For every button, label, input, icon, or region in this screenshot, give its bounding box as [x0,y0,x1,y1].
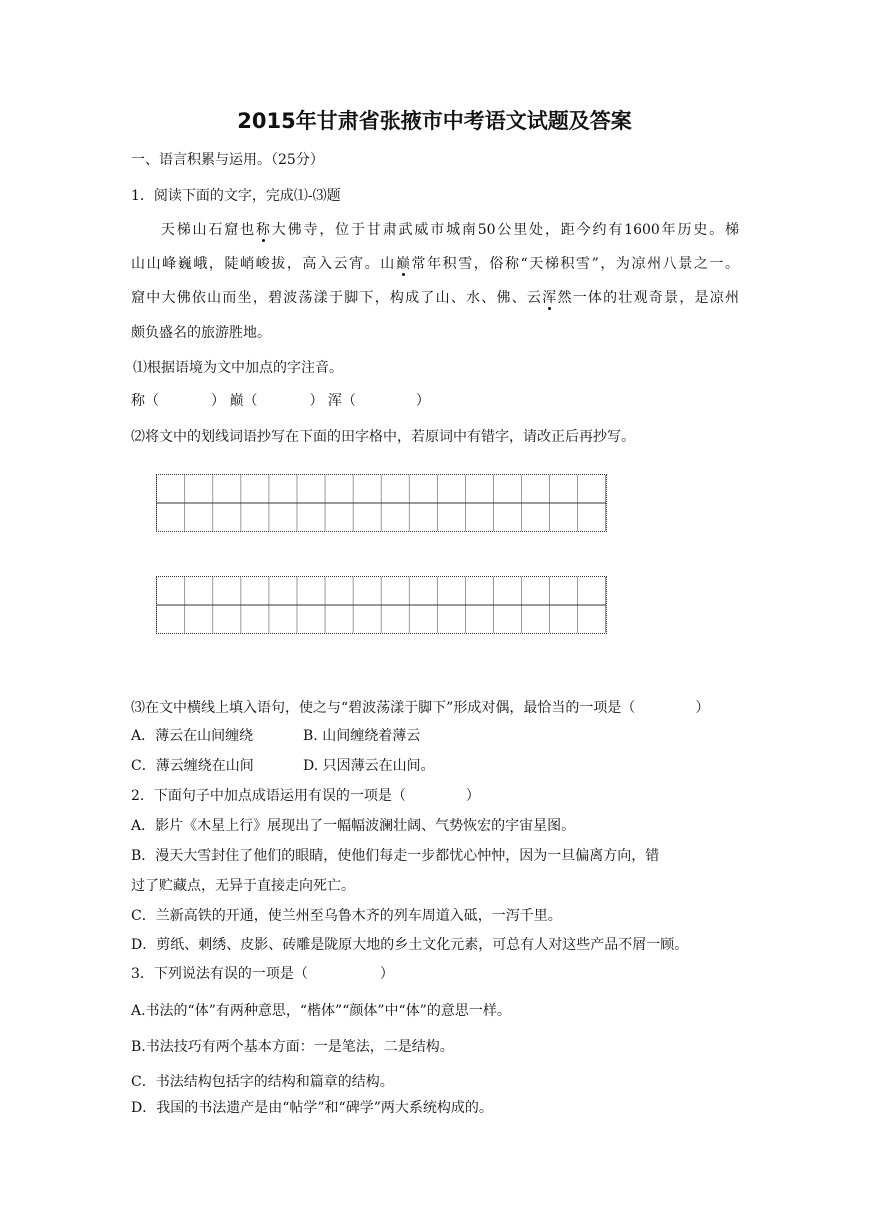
passage-line-1 [131,220,739,240]
question-2-option-b-line-1: B．漫天大雪封住了他们的眼睛，使他们每走一步都忧心忡忡，因为一旦偏离方向，错 [131,848,660,864]
pinyin-label-dian: ） 巅（ [211,393,258,409]
option-a: A．薄云在山间缠绕 [131,728,254,744]
passage-line-3 [131,288,739,308]
sub-question-3-close: ） [695,700,710,716]
pinyin-label-cheng: 称（ [131,393,159,409]
dotted-char-hun: 浑 [542,290,558,306]
passage-line-4: 颇负盛名的旅游胜地。 [131,325,271,341]
dotted-char-dian: 巅 [395,256,412,272]
sub-question-2: ⑵将文中的划线词语抄写在下面的田字格中，若原词中有错字，请改正后再抄写。 [131,429,635,445]
question-3-option-a: A.书法的“体”有两种意思，“楷体”“颜体”中“体”的意思一样。 [131,1003,511,1019]
option-d: D. 只因薄云在山间。 [303,758,435,774]
question-3-option-d: D．我国的书法遗产是由“帖学”和“碑学”两大系统构成的。 [131,1100,493,1116]
question-3-text: 3．下列说法有误的一项是（ [131,966,308,982]
passage-text: 大佛寺，位于甘肃武威市城南50公里处，距今约有1600年历史。梯 [271,222,740,238]
section-heading: 一、语言积累与运用。（25分） [131,152,324,168]
passage-text: 常年积雪，俗称“天梯积雪”，为凉州八景之一。 [411,256,740,272]
question-3-option-c: C．书法结构包括字的结构和篇章的结构。 [131,1074,394,1090]
passage-text: 山山峰巍峨，陡峭峻拔，高入云宵。山 [131,256,396,272]
passage-line-2 [131,254,739,274]
pinyin-close: ） [415,393,430,409]
page-title: 2015年甘肃省张掖市中考语文试题及答案 [237,109,632,133]
option-c: C．薄云缠绕在山间 [131,758,254,774]
question-2-stem [131,786,480,806]
option-row-ab [131,726,420,746]
sub-question-3 [131,698,709,718]
option-b: B. 山间缠绕着薄云 [303,728,421,744]
tianzige-grid-1[interactable] [156,474,607,532]
question-2-option-d: D．剪纸、刺绣、皮影、砖雕是陇原大地的乡土文化元素，可总有人对这些产品不屑一顾。 [131,937,689,953]
pinyin-label-hun: ） 浑（ [309,393,356,409]
tianzige-grid-2[interactable] [156,576,607,634]
question-3-stem [131,964,394,984]
question-2-option-b-line-2: 过了贮藏点，无异于直接走向死亡。 [131,878,355,894]
dotted-char-cheng: 称 [255,222,272,238]
pinyin-answer-row [131,391,430,411]
question-2-text: 2．下面句子中加点成语运用有误的一项是（ [131,788,406,804]
passage-text: 然一体的壮观奇景，是凉州 [557,290,740,306]
question-3-option-b: B.书法技巧有两个基本方面：一是笔法，二是结构。 [131,1039,454,1055]
sub-question-3-text: ⑶在文中横线上填入语句，使之与“碧波荡漾于脚下”形成对偶，最恰当的一项是（ [131,700,636,716]
question-1-stem: 1．阅读下面的文字，完成⑴-⑶题 [131,188,341,204]
question-2-close: ） [465,788,480,804]
passage-text: 天梯山石窟也 [159,222,256,238]
question-2-option-a: A．影片《木星上行》展现出了一幅幅波澜壮阔、气势恢宏的宇宙星图。 [131,818,576,834]
option-row-cd [131,756,435,776]
question-2-option-c: C．兰新高铁的开通，使兰州至乌鲁木齐的列车周道入砥，一泻千里。 [131,908,562,924]
question-3-close: ） [379,966,394,982]
passage-text: 窟中大佛依山而坐，碧波荡漾于脚下，构成了山、水、佛、云 [131,290,543,306]
sub-question-1: ⑴根据语境为文中加点的字注音。 [133,360,343,376]
